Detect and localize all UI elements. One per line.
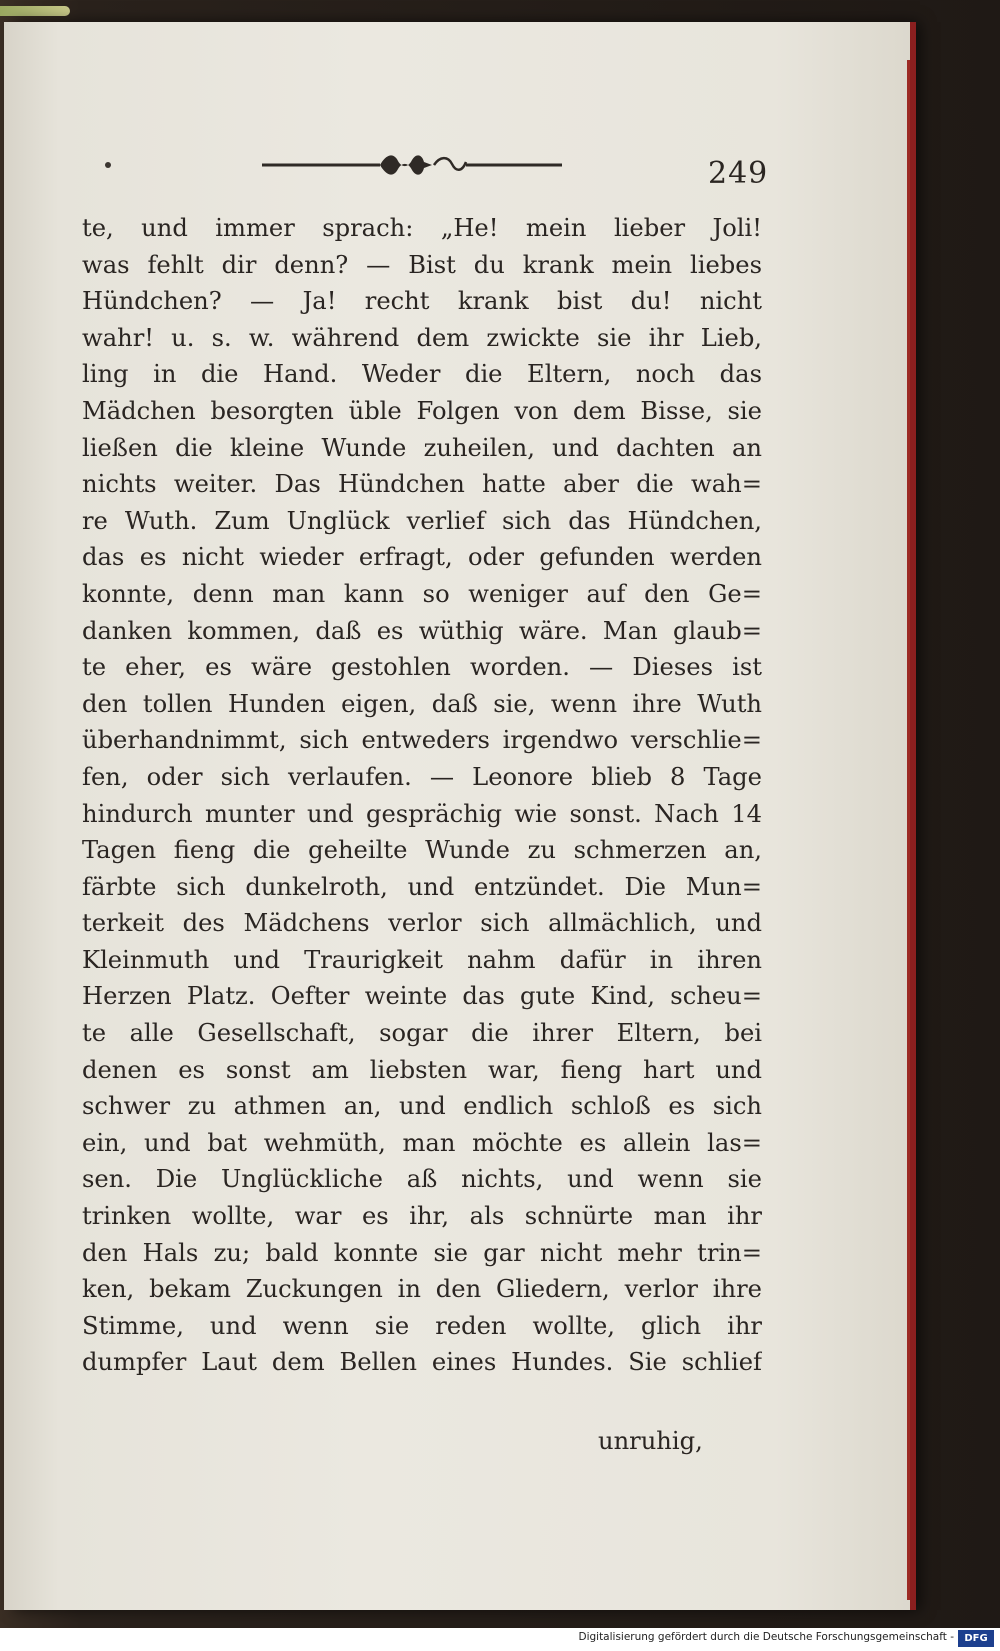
page-number: 249 [708,156,769,191]
text-line: ließen die kleine Wunde zuheilen, und dachten an [82,433,762,462]
book-page [4,22,910,1610]
page-marker-tab [0,6,70,16]
text-line: das es nicht wieder erfragt, oder gefunden werden [82,543,762,572]
text-line: dumpfer Laut dem Bellen eines Hundes. Sie schlief [82,1348,762,1377]
text-line: Kleinmuth und Traurigkeit nahm dafür in ihren [82,945,762,974]
text-line: re Wuth. Zum Unglück verlief sich das Hündchen, [82,506,762,535]
text-line: sen. Die Unglückliche aß nichts, und wenn sie [82,1165,762,1194]
text-line: ken, bekam Zuckungen in den Gliedern, verlor ihre [82,1275,762,1304]
text-line: konnte, denn man kann so weniger auf den Ge= [82,579,762,608]
text-line: te alle Gesellschaft, sogar die ihrer Eltern, bei [82,1019,762,1048]
text-line: denen es sonst am liebsten war, fieng hart und [82,1055,762,1084]
text-line: fen, oder sich verlaufen. — Leonore blieb 8 Tage [82,762,762,791]
text-line: färbte sich dunkelroth, und entzündet. Die Mun= [82,872,762,901]
text-line: den Hals zu; bald konnte sie gar nicht mehr trin= [82,1238,762,1267]
text-line: nichts weiter. Das Hündchen hatte aber die wah= [82,470,762,499]
dfg-logo: DFG [958,1630,994,1647]
text-line: trinken wollte, war es ihr, als schnürte man ihr [82,1202,762,1231]
text-line: te eher, es wäre gestohlen worden. — Dieses ist [82,653,762,682]
text-line: schwer zu athmen an, und endlich schloß es sich [82,1092,762,1121]
text-line: Tagen fieng die geheilte Wunde zu schmerzen an, [82,836,762,865]
footer-strip [0,1628,1000,1651]
body-text [82,210,762,1381]
text-line: hindurch munter und gesprächig wie sonst. Nach 14 [82,799,762,828]
text-line: Mädchen besorgten üble Folgen von dem Bisse, sie [82,396,762,425]
header-ornament [262,148,582,182]
text-line: terkeit des Mädchens verlor sich allmächlich, und [82,909,762,938]
text-line: danken kommen, daß es wüthig wäre. Man glaub= [82,616,762,645]
catchword: unruhig, [598,1427,703,1455]
text-line: ling in die Hand. Weder die Eltern, noch das [82,360,762,389]
text-line: Stimme, und wenn sie reden wollte, glich ihr [82,1311,762,1340]
footer-credit: Digitalisierung gefördert durch die Deutsche Forschungsgemeinschaft - [578,1631,954,1643]
text-line: Hündchen? — Ja! recht krank bist du! nicht [82,287,762,316]
text-line: ein, und bat wehmüth, man möchte es allein las= [82,1128,762,1157]
page-header [4,140,910,200]
text-line: den tollen Hunden eigen, daß sie, wenn ihre Wuth [82,689,762,718]
text-line: Herzen Platz. Oefter weinte das gute Kind, scheu= [82,982,762,1011]
text-line: wahr! u. s. w. während dem zwickte sie ihr Lieb, [82,323,762,352]
text-line: te, und immer sprach: „He! mein lieber Joli! [82,214,762,242]
text-line: was fehlt dir denn? — Bist du krank mein liebes [82,250,762,279]
text-line: überhandnimmt, sich entweders irgendwo verschlie= [82,726,762,755]
header-dot [105,162,111,168]
page-edge [907,60,910,1600]
